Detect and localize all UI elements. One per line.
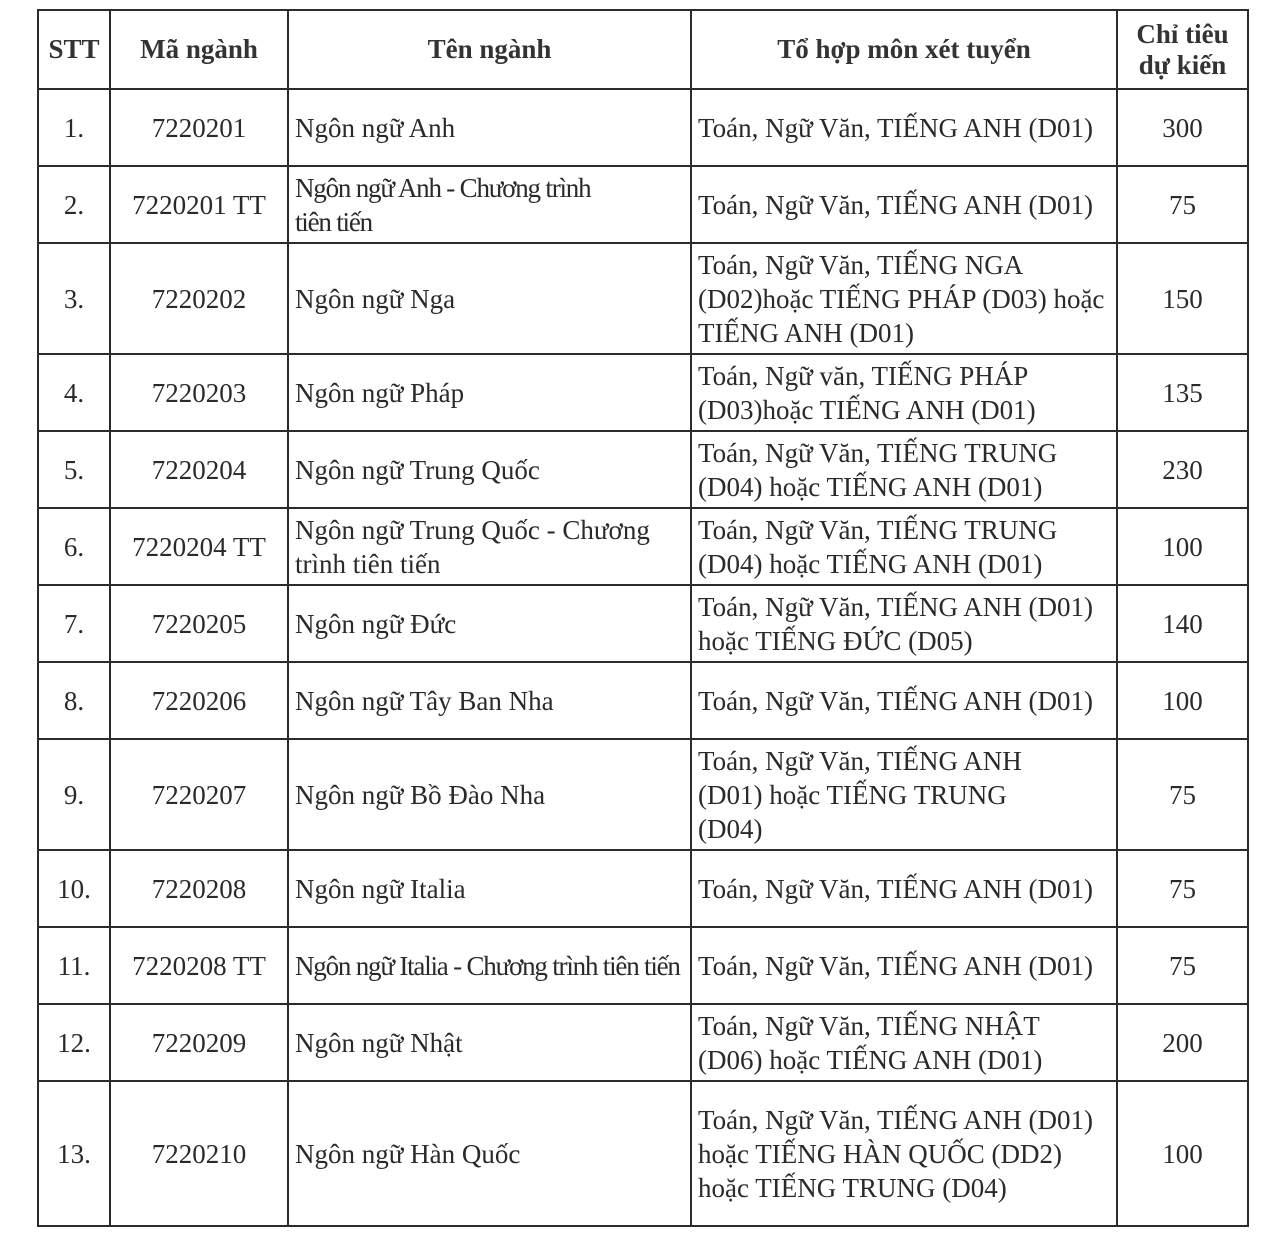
cell-stt: 7. [38, 585, 110, 662]
cell-combination: Toán, Ngữ Văn, TIẾNG TRUNG (D04) hoặc TIẾNG ANH (D01) [691, 431, 1117, 508]
cell-code: 7220205 [110, 585, 288, 662]
cell-code: 7220208 TT [110, 927, 288, 1004]
cell-combination: Toán, Ngữ Văn, TIẾNG ANH (D01) [691, 850, 1117, 927]
cell-code: 7220204 [110, 431, 288, 508]
cell-quota: 75 [1117, 166, 1248, 243]
cell-stt: 9. [38, 739, 110, 850]
header-combination: Tổ hợp môn xét tuyển [691, 10, 1117, 89]
cell-stt: 3. [38, 243, 110, 354]
cell-name: Ngôn ngữ Nhật [288, 1004, 691, 1081]
cell-code: 7220209 [110, 1004, 288, 1081]
cell-name: Ngôn ngữ Italia [288, 850, 691, 927]
table-row [38, 354, 1248, 431]
cell-combination: Toán, Ngữ Văn, TIẾNG ANH (D01) hoặc TIẾNG HÀN QUỐC (DD2) hoặc TIẾNG TRUNG (D04) [691, 1081, 1117, 1226]
table-row [38, 585, 1248, 662]
cell-quota: 100 [1117, 1081, 1248, 1226]
header-quota: Chỉ tiêu dự kiến [1117, 10, 1248, 89]
cell-stt: 11. [38, 927, 110, 1004]
cell-stt: 6. [38, 508, 110, 585]
cell-code: 7220206 [110, 662, 288, 739]
admissions-table [37, 9, 1249, 1227]
cell-combination: Toán, Ngữ Văn, TIẾNG ANH (D01) hoặc TIẾNG ĐỨC (D05) [691, 585, 1117, 662]
cell-code: 7220201 [110, 89, 288, 166]
cell-stt: 5. [38, 431, 110, 508]
table-row [38, 243, 1248, 354]
cell-quota: 100 [1117, 662, 1248, 739]
table-row [38, 662, 1248, 739]
cell-quota: 140 [1117, 585, 1248, 662]
cell-name: Ngôn ngữ Italia - Chương trình tiên tiến [288, 927, 691, 1004]
cell-stt: 1. [38, 89, 110, 166]
cell-combination: Toán, Ngữ văn, TIẾNG PHÁP (D03)hoặc TIẾNG ANH (D01) [691, 354, 1117, 431]
cell-name: Ngôn ngữ Trung Quốc - Chương trình tiên tiến [288, 508, 691, 585]
cell-name: Ngôn ngữ Anh - Chương trình tiên tiến [288, 166, 691, 243]
table-row [38, 1004, 1248, 1081]
table-row [38, 1081, 1248, 1226]
cell-quota: 75 [1117, 927, 1248, 1004]
cell-stt: 10. [38, 850, 110, 927]
cell-name: Ngôn ngữ Pháp [288, 354, 691, 431]
cell-name: Ngôn ngữ Bồ Đào Nha [288, 739, 691, 850]
cell-quota: 300 [1117, 89, 1248, 166]
cell-code: 7220207 [110, 739, 288, 850]
cell-quota: 200 [1117, 1004, 1248, 1081]
table-row [38, 166, 1248, 243]
cell-combination: Toán, Ngữ Văn, TIẾNG NGA (D02)hoặc TIẾNG PHÁP (D03) hoặc TIẾNG ANH (D01) [691, 243, 1117, 354]
cell-name: Ngôn ngữ Nga [288, 243, 691, 354]
cell-combination: Toán, Ngữ Văn, TIẾNG NHẬT (D06) hoặc TIẾNG ANH (D01) [691, 1004, 1117, 1081]
table-row [38, 739, 1248, 850]
cell-quota: 100 [1117, 508, 1248, 585]
cell-quota: 75 [1117, 739, 1248, 850]
cell-stt: 8. [38, 662, 110, 739]
cell-quota: 75 [1117, 850, 1248, 927]
cell-name: Ngôn ngữ Đức [288, 585, 691, 662]
cell-quota: 150 [1117, 243, 1248, 354]
cell-stt: 2. [38, 166, 110, 243]
cell-name: Ngôn ngữ Trung Quốc [288, 431, 691, 508]
table-row [38, 508, 1248, 585]
header-code: Mã ngành [110, 10, 288, 89]
table-row [38, 431, 1248, 508]
cell-code: 7220204 TT [110, 508, 288, 585]
cell-name: Ngôn ngữ Tây Ban Nha [288, 662, 691, 739]
table-row [38, 850, 1248, 927]
cell-combination: Toán, Ngữ Văn, TIẾNG ANH (D01) [691, 662, 1117, 739]
cell-stt: 4. [38, 354, 110, 431]
cell-code: 7220203 [110, 354, 288, 431]
cell-name: Ngôn ngữ Hàn Quốc [288, 1081, 691, 1226]
cell-quota: 135 [1117, 354, 1248, 431]
cell-combination: Toán, Ngữ Văn, TIẾNG ANH (D01) hoặc TIẾNG TRUNG (D04) [691, 739, 1117, 850]
table-row [38, 927, 1248, 1004]
cell-code: 7220202 [110, 243, 288, 354]
cell-combination: Toán, Ngữ Văn, TIẾNG ANH (D01) [691, 89, 1117, 166]
cell-stt: 13. [38, 1081, 110, 1226]
header-name: Tên ngành [288, 10, 691, 89]
cell-stt: 12. [38, 1004, 110, 1081]
cell-name: Ngôn ngữ Anh [288, 89, 691, 166]
cell-code: 7220210 [110, 1081, 288, 1226]
cell-combination: Toán, Ngữ Văn, TIẾNG ANH (D01) [691, 166, 1117, 243]
header-stt: STT [38, 10, 110, 89]
cell-quota: 230 [1117, 431, 1248, 508]
cell-combination: Toán, Ngữ Văn, TIẾNG TRUNG (D04) hoặc TIẾNG ANH (D01) [691, 508, 1117, 585]
cell-code: 7220201 TT [110, 166, 288, 243]
cell-combination: Toán, Ngữ Văn, TIẾNG ANH (D01) [691, 927, 1117, 1004]
table-header-row [38, 10, 1248, 89]
table-row [38, 89, 1248, 166]
cell-code: 7220208 [110, 850, 288, 927]
